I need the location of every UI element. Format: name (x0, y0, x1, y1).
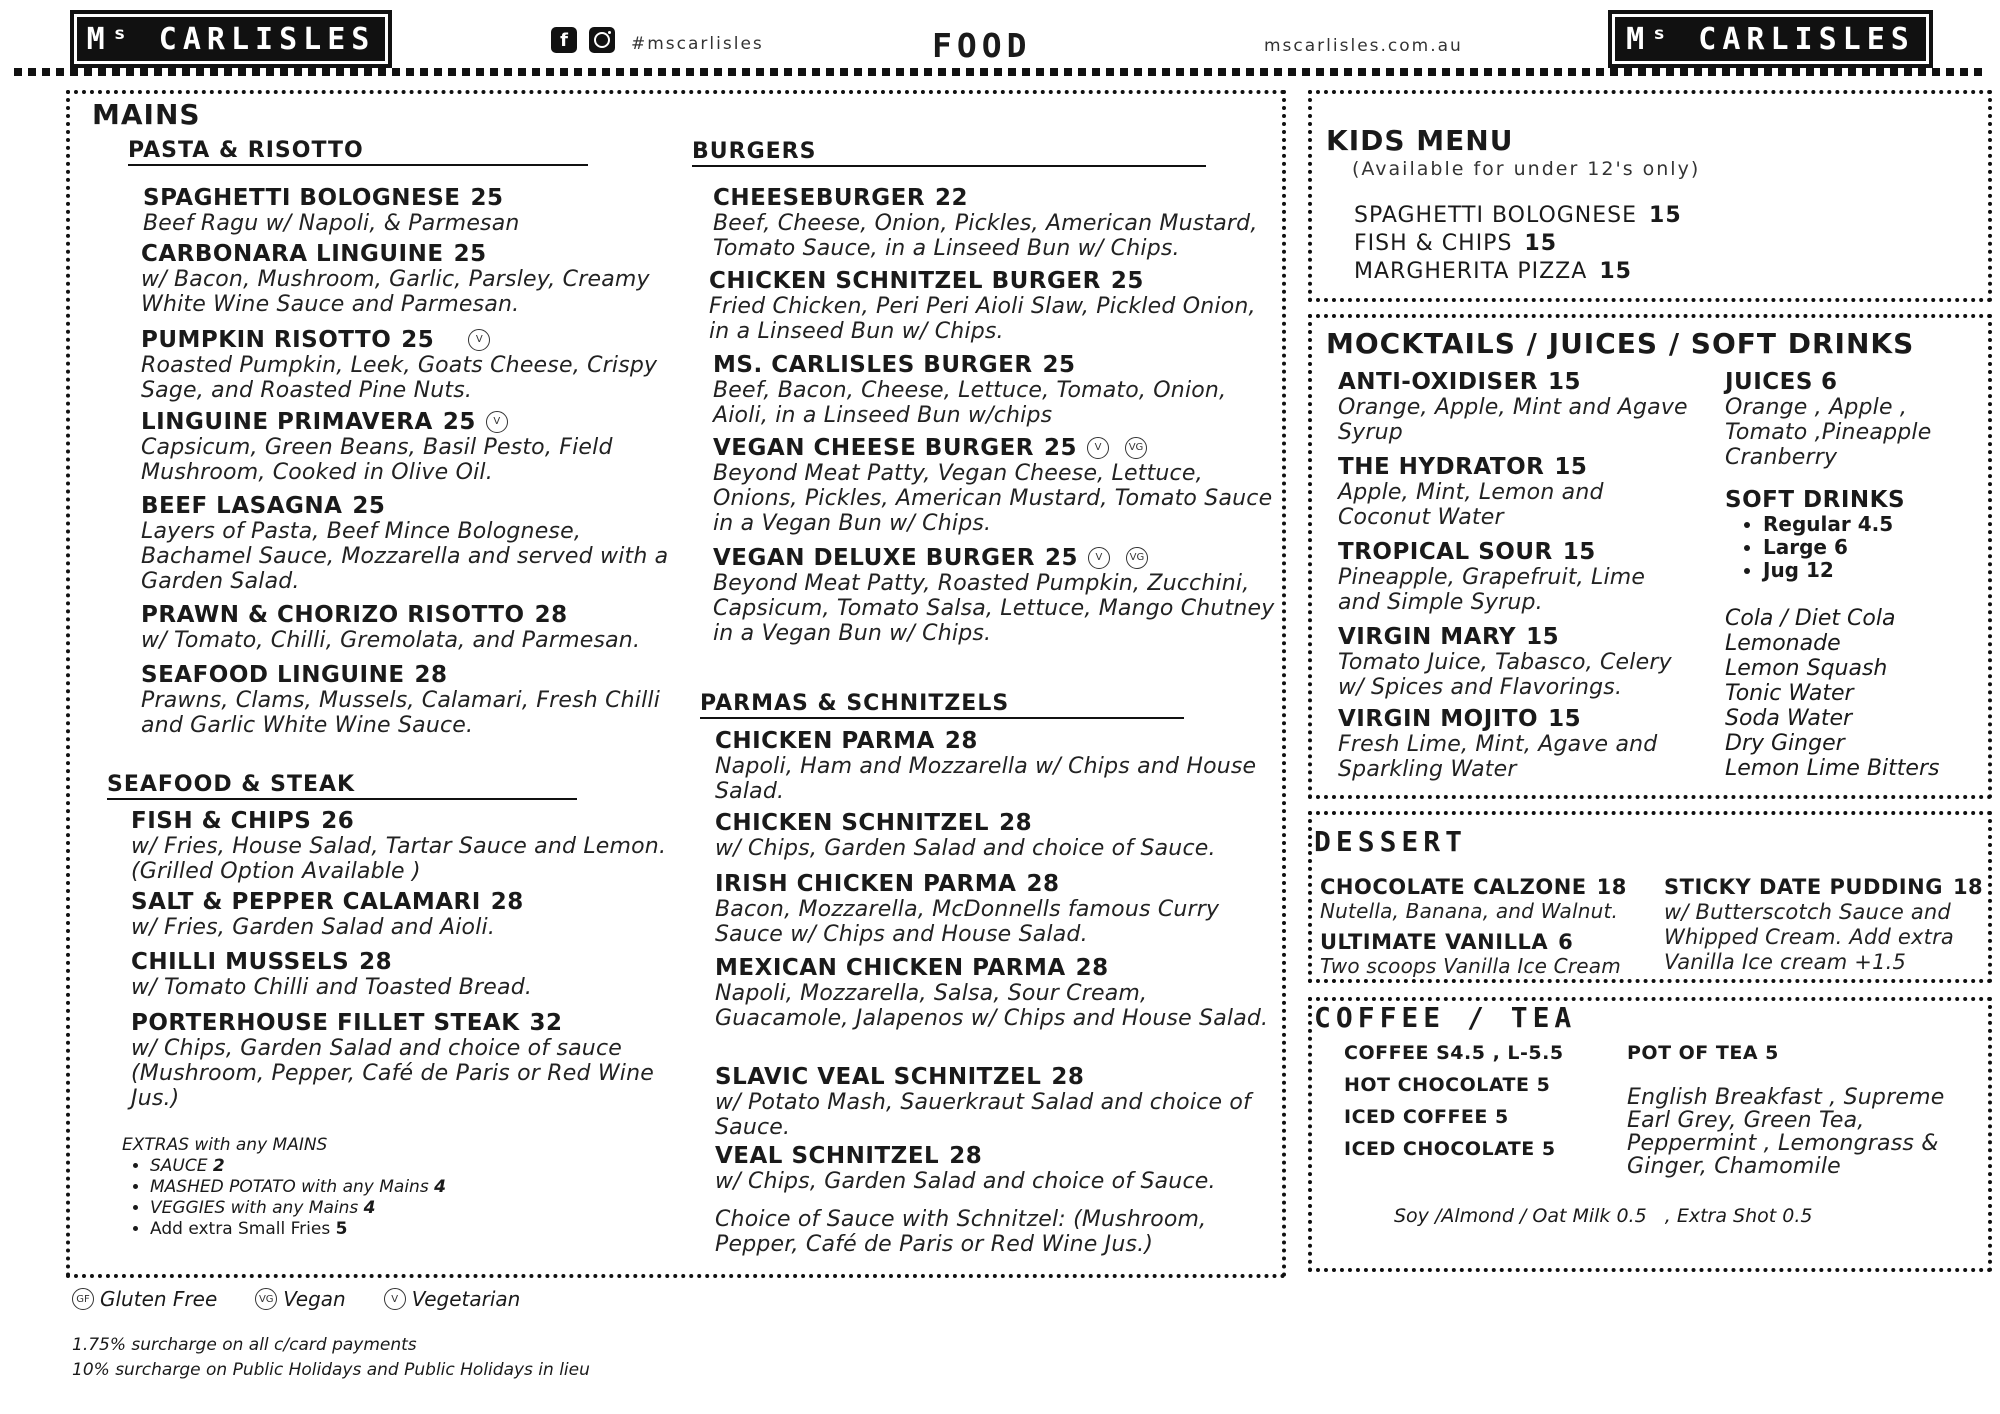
item-name: SPAGHETTI BOLOGNESE (143, 185, 461, 211)
menu-item (131, 1010, 691, 1111)
item-price: 6 (1558, 930, 1574, 954)
item-price: 15 (1554, 454, 1588, 480)
menu-item (713, 435, 1283, 536)
menu-item (1320, 874, 1660, 922)
item-name: BEEF LASAGNA (141, 493, 343, 519)
item-price: 18 (1596, 875, 1627, 899)
item-name: MEXICAN CHICKEN PARMA (715, 955, 1066, 981)
mains-title: MAINS (92, 98, 201, 131)
menu-item (1338, 454, 1638, 530)
coffee-item: COFFEE S4.5 , L-5.5 (1344, 1042, 1564, 1064)
item-price: 28 (999, 810, 1033, 836)
sauce-note: Choice of Sauce with Schnitzel: (Mushroom, Pepper, Café de Paris or Red Wine Jus.) (715, 1207, 1207, 1257)
vegetarian-icon: V (1087, 437, 1109, 459)
soft-drinks-title: SOFT DRINKS (1725, 487, 1906, 513)
item-price: 28 (949, 1143, 983, 1169)
brand-logo-left (70, 10, 392, 68)
item-price: 15 (1526, 624, 1560, 650)
item-price: 15 (1548, 369, 1582, 395)
social-links (551, 26, 764, 54)
item-name: LINGUINE PRIMAVERA (141, 409, 433, 435)
item-price: 25 (1042, 352, 1076, 378)
item-name: PORTERHOUSE FILLET STEAK (131, 1010, 520, 1036)
kids-item: SPAGHETTI BOLOGNESE 15 (1354, 203, 1682, 228)
item-price: 18 (1952, 875, 1984, 899)
item-price: 15 (1548, 706, 1582, 732)
section-heading-pasta: PASTA & RISOTTO (128, 138, 588, 166)
item-name: CARBONARA LINGUINE (141, 241, 444, 267)
menu-item (143, 185, 673, 236)
item-price: 15 (1649, 203, 1682, 228)
milk-note: Soy /Almond / Oat Milk 0.5 , Extra Shot 0.5 (1394, 1205, 1813, 1227)
website-link[interactable]: mscarlisles.com.au (1264, 36, 1463, 56)
item-description: w/ Tomato, Chilli, Gremolata, and Parmesan. (141, 628, 641, 653)
item-name: STICKY DATE PUDDING (1664, 875, 1943, 899)
menu-item (141, 327, 671, 403)
extras-price: 2 (212, 1156, 225, 1176)
item-description: Capsicum, Green Beans, Basil Pesto, Field Mushroom, Cooked in Olive Oil. (141, 435, 613, 485)
vegetarian-icon: V (384, 1288, 406, 1310)
item-description: w/ Chips, Garden Salad and choice of Sauce. (715, 836, 1216, 861)
item-price: 25 (442, 409, 476, 435)
menu-item (131, 808, 691, 884)
hashtag: #mscarlisles (631, 34, 764, 54)
brand-logo-text: Mˢ CARLISLES (1615, 17, 1926, 61)
item-price: 22 (935, 185, 969, 211)
flavour-item: Lemon Lime Bitters (1725, 756, 1940, 781)
kids-subtitle: (Available for under 12's only) (1352, 158, 1701, 180)
item-price: 15 (1599, 259, 1632, 284)
extras-item: • VEGGIES with any Mains 4 (150, 1198, 446, 1219)
item-name: SEAFOOD LINGUINE (141, 662, 405, 688)
menu-item (715, 955, 1275, 1031)
header-divider (14, 68, 1986, 76)
item-price: 25 (470, 185, 504, 211)
item-price: 28 (944, 728, 978, 754)
menu-item (1320, 929, 1660, 977)
item-price: 28 (1051, 1064, 1085, 1090)
item-description: Tomato Juice, Tabasco, Celery w/ Spices and Flavorings. (1338, 650, 1672, 700)
item-description: Nutella, Banana, and Walnut. (1320, 899, 1619, 923)
item-price: 6 (1820, 369, 1838, 395)
coffee-title: COFFEE / TEA (1314, 1001, 1577, 1034)
item-description: Orange, Apple, Mint and Agave Syrup (1338, 395, 1688, 445)
item-name: ULTIMATE VANILLA (1320, 930, 1549, 954)
menu-item (131, 889, 691, 940)
item-description: Bacon, Mozzarella, McDonnells famous Curry Sauce w/ Chips and House Salad. (715, 897, 1220, 947)
brand-logo-text: Mˢ CARLISLES (77, 17, 385, 61)
extras-block (122, 1135, 446, 1240)
item-price: 25 (352, 493, 386, 519)
item-description: Pineapple, Grapefruit, Lime and Simple Syrup. (1338, 565, 1646, 615)
menu-item (1338, 539, 1658, 615)
section-heading-burgers: BURGERS (692, 139, 1206, 167)
size-list (1763, 513, 1965, 582)
menu-item (141, 662, 681, 738)
flavour-item: Cola / Diet Cola (1725, 606, 1896, 631)
item-price: 25 (453, 241, 487, 267)
kids-title: KIDS MENU (1326, 124, 1514, 157)
item-name: VEGAN DELUXE BURGER (713, 545, 1035, 571)
item-price: 28 (414, 662, 448, 688)
item-description: w/ Chips, Garden Salad and choice of Sauce. (715, 1169, 1216, 1194)
coffee-item: ICED CHOCOLATE 5 (1344, 1138, 1556, 1160)
extras-item: • Add extra Small Fries 5 (150, 1219, 446, 1240)
item-description: Roasted Pumpkin, Leek, Goats Cheese, Crispy Sage, and Roasted Pine Nuts. (141, 353, 658, 403)
legend-label: Vegetarian (411, 1287, 521, 1311)
item-name: CHOCOLATE CALZONE (1320, 875, 1587, 899)
item-description: w/ Chips, Garden Salad and choice of sauce (Mushroom, Pepper, Café de Paris or Red Wine Jus.) (131, 1036, 654, 1111)
menu-item (1664, 874, 1984, 975)
item-description: Fried Chicken, Peri Peri Aioli Slaw, Pickled Onion, in a Linseed Bun w/ Chips. (709, 294, 1256, 344)
item-name: PRAWN & CHORIZO RISOTTO (141, 602, 525, 628)
item-name: ANTI-OXIDISER (1338, 369, 1539, 395)
item-name: THE HYDRATOR (1338, 454, 1545, 480)
item-name: VEAL SCHNITZEL (715, 1143, 940, 1169)
item-name: VIRGIN MOJITO (1338, 706, 1539, 732)
flavour-item: Dry Ginger (1725, 731, 1845, 756)
note-line: 10% surcharge on Public Holidays and Public Holidays in lieu (72, 1360, 590, 1380)
menu-item (715, 1143, 1275, 1194)
item-name: SALT & PEPPER CALAMARI (131, 889, 481, 915)
item-price: 15 (1562, 539, 1596, 565)
menu-item (713, 545, 1283, 646)
item-name: SLAVIC VEAL SCHNITZEL (715, 1064, 1042, 1090)
soft-drink-flavours (1725, 606, 1975, 781)
tea-title: POT OF TEA 5 (1627, 1042, 1779, 1064)
menu-item (709, 268, 1279, 344)
item-description: Beef Ragu w/ Napoli, & Parmesan (143, 211, 520, 236)
vegetarian-icon: V (486, 411, 508, 433)
item-price: 28 (359, 949, 393, 975)
section-heading-seafood: SEAFOOD & STEAK (107, 772, 577, 800)
item-description: Orange , Apple , Tomato ,Pineapple Cranberry (1725, 395, 1932, 470)
size-item: • Regular 4.5 (1763, 513, 1965, 536)
soft-drinks (1725, 487, 1965, 582)
vegan-icon: VG (1125, 437, 1147, 459)
item-price: 28 (1075, 955, 1109, 981)
item-price: 28 (534, 602, 568, 628)
menu-item (713, 352, 1283, 428)
item-description: Beyond Meat Patty, Roasted Pumpkin, Zucchini, Capsicum, Tomato Salsa, Lettuce, Mango Chutney in a Vegan Bun w/ Chips. (713, 571, 1275, 646)
item-description: Napoli, Mozzarella, Salsa, Sour Cream, Guacamole, Jalapenos w/ Chips and House Salad. (715, 981, 1269, 1031)
item-description: w/ Butterscotch Sauce and Whipped Cream. Add extra Vanilla Ice cream +1.5 (1664, 900, 1954, 974)
legend-label: Gluten Free (100, 1287, 218, 1311)
item-name: PUMPKIN RISOTTO (141, 327, 392, 353)
vegan-icon: VG (255, 1288, 277, 1310)
extras-item: • MASHED POTATO with any Mains 4 (150, 1177, 446, 1198)
item-price: 15 (1524, 231, 1558, 256)
vegetarian-icon: V (1088, 547, 1110, 569)
item-price: 26 (321, 808, 355, 834)
item-price: 28 (490, 889, 524, 915)
item-description: Two scoops Vanilla Ice Cream (1320, 954, 1621, 978)
menu-item (141, 602, 681, 653)
item-description: w/ Fries, Garden Salad and Aioli. (131, 915, 496, 940)
extras-price: 5 (335, 1219, 348, 1239)
item-price: 28 (1026, 871, 1060, 897)
item-price: 25 (1044, 545, 1078, 571)
item-name: CHICKEN SCHNITZEL BURGER (709, 268, 1101, 294)
item-name: CHICKEN PARMA (715, 728, 935, 754)
extras-title: EXTRAS with any MAINS (122, 1135, 328, 1155)
item-description: Napoli, Ham and Mozzarella w/ Chips and House Salad. (715, 754, 1257, 804)
vegetarian-icon: V (468, 329, 490, 351)
menu-item (141, 493, 681, 594)
item-name: CHEESEBURGER (713, 185, 926, 211)
item-description: Beyond Meat Patty, Vegan Cheese, Lettuce, Onions, Pickles, American Mustard, Tomato Sauce in a Vegan Bun w/ Chips. (713, 461, 1273, 536)
item-name: FISH & CHIPS (131, 808, 312, 834)
dessert-title: DESSERT (1314, 825, 1468, 858)
facebook-icon[interactable]: f (551, 27, 577, 53)
item-name: CHICKEN SCHNITZEL (715, 810, 990, 836)
gluten-free-icon: GF (72, 1288, 94, 1310)
menu-item (141, 241, 671, 317)
item-name: CHILLI MUSSELS (131, 949, 350, 975)
item-description: w/ Fries, House Salad, Tartar Sauce and Lemon. (Grilled Option Available ) (131, 834, 667, 884)
item-name: IRISH CHICKEN PARMA (715, 871, 1017, 897)
kids-list (1354, 202, 1682, 286)
menu-item (141, 409, 671, 485)
menu-item (131, 949, 691, 1000)
instagram-icon[interactable] (589, 27, 615, 53)
item-price: 25 (1044, 435, 1078, 461)
flavour-item: Soda Water (1725, 706, 1853, 731)
mocktails-title: MOCKTAILS / JUICES / SOFT DRINKS (1326, 327, 1915, 360)
coffee-item: HOT CHOCOLATE 5 (1344, 1074, 1551, 1096)
item-price: 25 (1110, 268, 1144, 294)
item-description: Prawns, Clams, Mussels, Calamari, Fresh Chilli and Garlic White Wine Sauce. (141, 688, 661, 738)
legend-label: Vegan (283, 1287, 346, 1311)
coffee-list (1344, 1037, 1564, 1165)
surcharge-notes (72, 1333, 590, 1383)
item-description: Apple, Mint, Lemon and Coconut Water (1338, 480, 1604, 530)
size-item: • Large 6 (1763, 536, 1965, 559)
item-name: VIRGIN MARY (1338, 624, 1517, 650)
coffee-item: ICED COFFEE 5 (1344, 1106, 1509, 1128)
section-heading-parmas: PARMAS & SCHNITZELS (700, 691, 1184, 719)
menu-item (1338, 624, 1698, 700)
item-description: Beef, Bacon, Cheese, Lettuce, Tomato, Onion, Aioli, in a Linseed Bun w/chips (713, 378, 1227, 428)
tea-description: English Breakfast , Supreme Earl Grey, Green Tea, Peppermint , Lemongrass & Ginger, Chamomile (1627, 1085, 1945, 1179)
menu-item (1338, 706, 1678, 782)
extras-price: 4 (434, 1177, 446, 1197)
flavour-item: Tonic Water (1725, 681, 1854, 706)
note-line: 1.75% surcharge on all c/card payments (72, 1335, 417, 1355)
menu-item (1725, 369, 1955, 470)
item-description: w/ Tomato Chilli and Toasted Bread. (131, 975, 533, 1000)
extras-price: 4 (363, 1198, 376, 1218)
dietary-legend (72, 1287, 520, 1311)
page-title: FOOD (932, 26, 1032, 65)
item-description: Fresh Lime, Mint, Agave and Sparkling Water (1338, 732, 1658, 782)
vegan-icon: VG (1126, 547, 1148, 569)
flavour-item: Lemon Squash (1725, 656, 1888, 681)
item-price: 32 (529, 1010, 563, 1036)
menu-item (713, 185, 1283, 261)
item-name: TROPICAL SOUR (1338, 539, 1553, 565)
kids-item: MARGHERITA PIZZA 15 (1354, 259, 1632, 284)
item-name: JUICES (1725, 369, 1813, 395)
item-description: w/ Potato Mash, Sauerkraut Salad and choice of Sauce. (715, 1090, 1251, 1140)
size-item: • Jug 12 (1763, 559, 1965, 582)
menu-item (1338, 369, 1718, 445)
item-price: 25 (401, 327, 435, 353)
extras-item: • SAUCE 2 (150, 1156, 446, 1177)
item-name: MS. CARLISLES BURGER (713, 352, 1033, 378)
item-name: VEGAN CHEESE BURGER (713, 435, 1034, 461)
menu-item (715, 728, 1275, 804)
menu-item (715, 810, 1275, 861)
item-description: Layers of Pasta, Beef Mince Bolognese, Bachamel Sauce, Mozzarella and served with a Garden Salad. (141, 519, 669, 594)
item-description: w/ Bacon, Mushroom, Garlic, Parsley, Creamy White Wine Sauce and Parmesan. (141, 267, 650, 317)
menu-item (715, 1064, 1275, 1140)
item-description: Beef, Cheese, Onion, Pickles, American Mustard, Tomato Sauce, in a Linseed Bun w/ Chips. (713, 211, 1258, 261)
kids-item: FISH & CHIPS 15 (1354, 231, 1558, 256)
brand-logo-right (1608, 10, 1933, 68)
menu-item (715, 871, 1275, 947)
flavour-item: Lemonade (1725, 631, 1841, 656)
